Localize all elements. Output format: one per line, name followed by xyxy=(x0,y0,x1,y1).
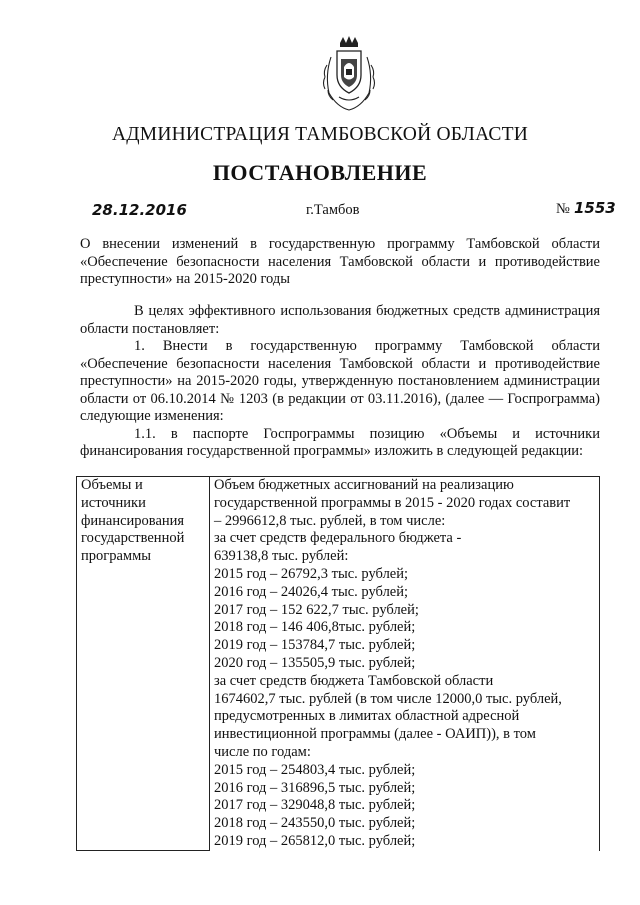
document-city: г.Тамбов xyxy=(306,202,360,218)
table-value-line: 2015 год – 254803,4 тыс. рублей; xyxy=(214,761,416,778)
table-value-line: 2015 год – 26792,3 тыс. рублей; xyxy=(214,565,409,582)
table-label-line: государственной xyxy=(81,530,185,547)
table-label-line: Объемы и xyxy=(81,477,143,493)
table-value-line: – 2996612,8 тыс. рублей, в том числе: xyxy=(214,512,446,529)
table-value-line: предусмотренных в лимитах областной адресной xyxy=(214,708,520,725)
table-value-line: за счет средств бюджета Тамбовской области xyxy=(214,672,494,689)
table-value-line: 1674602,7 тыс. рублей (в том числе 12000,0 тыс. рублей, xyxy=(214,690,562,707)
table-label-cell xyxy=(77,477,210,851)
document-body xyxy=(80,303,600,461)
clause-1-1-paragraph: 1.1. в паспорте Госпрограммы позицию «Объемы и источники финансирования государственной программы» изложить в следующей редакции: xyxy=(80,425,600,459)
agency-name: АДМИНИСТРАЦИЯ ТАМБОВСКОЙ ОБЛАСТИ xyxy=(112,124,528,145)
tambov-coat-of-arms-icon xyxy=(317,35,381,113)
table-value-line: числе по годам: xyxy=(214,743,311,760)
table-value-line: 2019 год – 153784,7 тыс. рублей; xyxy=(214,637,416,654)
table-value-line: 2017 год – 152 622,7 тыс. рублей; xyxy=(214,601,419,618)
table-value-line: государственной программы в 2015 - 2020 годах составит xyxy=(214,494,571,511)
table-label-line: финансирования xyxy=(81,512,185,529)
table-value-cell xyxy=(210,477,600,851)
table-value-line: 639138,8 тыс. рублей: xyxy=(214,548,349,565)
table-value-line: инвестиционной программы (далее - ОАИП)), в том xyxy=(214,726,536,743)
document-subject: О внесении изменений в государственную программу Тамбовской области «Обеспечение безопасности населения Тамбовской области и противодействие преступности» на 2015-2020 годы xyxy=(80,236,600,287)
clause-1-paragraph: 1. Внести в государственную программу Тамбовской области «Обеспечение безопасности населения Тамбовской области и противодействие преступности» на 2015-2020 годы, утвержденную постановлением администрации области от 06.10.2014 № 1203 (в редакции от 03.11.2016), (далее — Госпрограмма) следующие изменения: xyxy=(80,338,600,424)
table-value-line: 2017 год – 329048,8 тыс. рублей; xyxy=(214,797,416,814)
table-value-line: 2016 год – 24026,4 тыс. рублей; xyxy=(214,583,409,600)
table-label-line: источники xyxy=(81,494,146,511)
table-label-line: программы xyxy=(81,548,151,565)
table-value-line: Объем бюджетных ассигнований на реализацию xyxy=(214,477,514,493)
document-number: 1553 xyxy=(574,199,616,217)
table-value-line: 2018 год – 146 406,8тыс. рублей; xyxy=(214,619,416,636)
table-value-line: за счет средств федерального бюджета - xyxy=(214,530,462,547)
document-number-label: № xyxy=(556,201,570,217)
table-value-line: 2016 год – 316896,5 тыс. рублей; xyxy=(214,779,416,796)
table-value-line: 2019 год – 265812,0 тыс. рублей; xyxy=(214,832,416,849)
preamble-paragraph: В целях эффективного использования бюджетных средств администрация области постановляет: xyxy=(80,303,600,337)
document-type: ПОСТАНОВЛЕНИЕ xyxy=(212,160,428,185)
document-date: 28.12.2016 xyxy=(92,201,187,219)
program-passport-table xyxy=(76,476,600,851)
table-value-line: 2020 год – 135505,9 тыс. рублей; xyxy=(214,654,416,671)
table-value-line: 2018 год – 243550,0 тыс. рублей; xyxy=(214,815,416,832)
